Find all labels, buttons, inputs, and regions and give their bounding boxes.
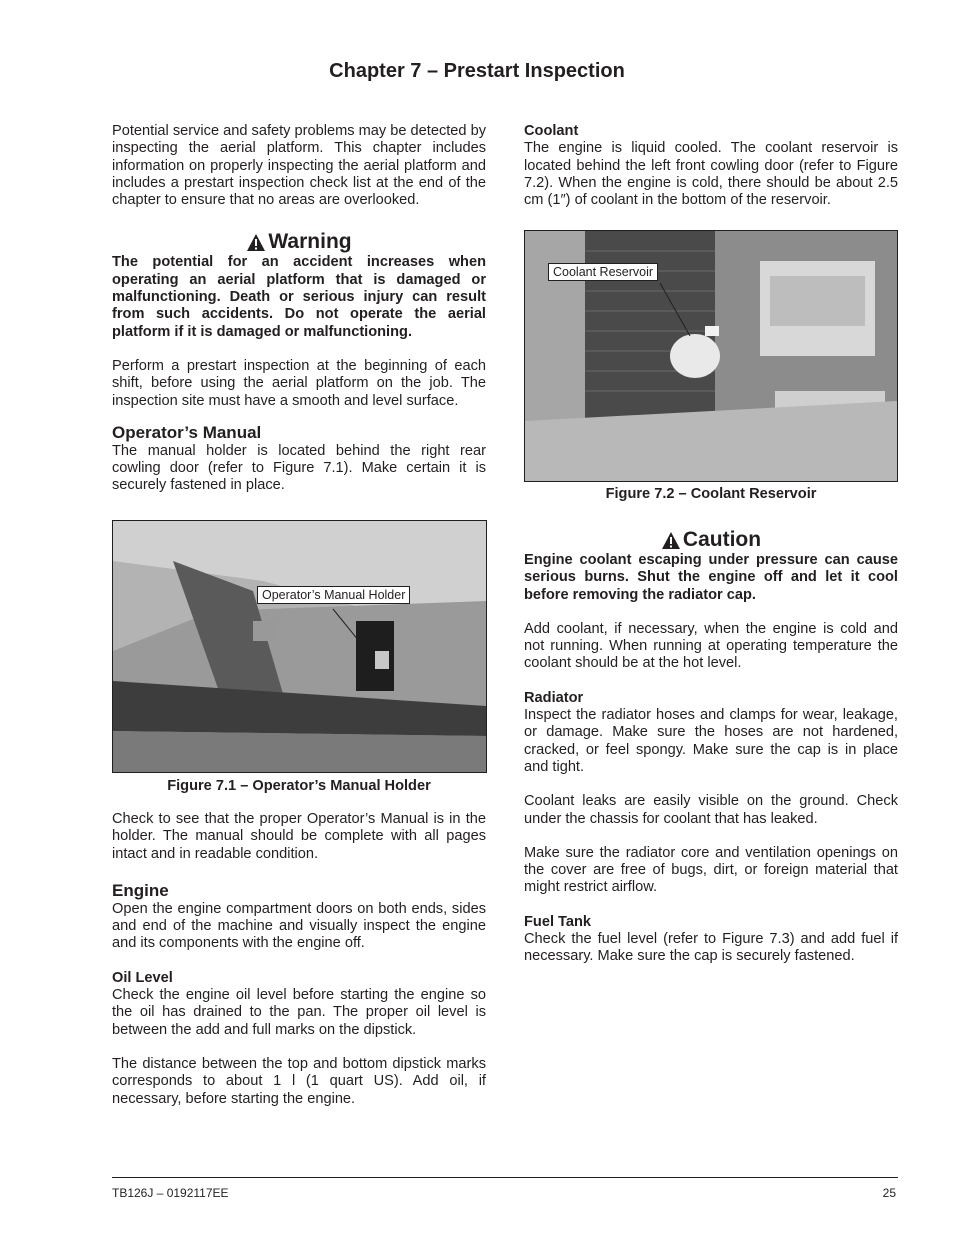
warning-heading <box>112 230 486 254</box>
engine-paragraph: Open the engine compartment doors on both ends, sides and end of the machine and visually inspect the engine and its components with the engine off. <box>112 900 486 952</box>
radiator-paragraph: Inspect the radiator hoses and clamps for wear, leakage, or damage. Make sure the hoses are not hardened, cracked, or feel spongy. Make sure the cap is in place and tight. <box>524 707 898 775</box>
prestart-paragraph: Perform a prestart inspection at the beginning of each shift, before using the aerial platform on the job. The inspection site must have a smooth and level surface. <box>112 357 486 409</box>
left-column <box>112 123 486 495</box>
warning-text: The potential for an accident increases when operating an aerial platform that is damaged or malfunctioning. Death or serious injury can result from such accidents. Do not operate the aerial platform if it is damaged or malfunctioning. <box>112 254 486 340</box>
page-title: Chapter 7 – Prestart Inspection <box>329 60 625 82</box>
fuel-tank-heading: Fuel Tank <box>524 913 592 930</box>
right-column <box>524 123 898 209</box>
caution-icon <box>661 531 681 550</box>
coolant-heading: Coolant <box>524 123 579 139</box>
coolant-paragraph: The engine is liquid cooled. The coolant reservoir is located behind the left front cowling door (refer to Figure 7.2). When the engine is cold, there should be about 2.5 cm (1″) of coolant in the bottom of the reservoir. <box>524 140 898 209</box>
oil-level-paragraph: Check the engine oil level before starting the engine so the oil has drained to the pan. The proper oil level is between the add and full marks on the dipstick. <box>112 987 486 1038</box>
dipstick-paragraph: The distance between the top and bottom dipstick marks corresponds to about 1 l (1 quart US). Add oil, if necessary, before starting the engine. <box>112 1055 486 1107</box>
figure-operators-manual-holder <box>112 520 487 773</box>
oil-level-heading: Oil Level <box>112 969 173 986</box>
caution-text: Engine coolant escaping under pressure can cause serious burns. Shut the engine off and let it cool before removing the radiator cap. <box>524 552 898 603</box>
radiator-core-paragraph: Make sure the radiator core and ventilation openings on the cover are free of bugs, dirt, or foreign material that might restrict airflow. <box>524 844 898 896</box>
footer-divider <box>112 1177 898 1178</box>
warning-icon <box>246 233 266 252</box>
engine-heading: Engine <box>112 880 169 900</box>
fuel-tank-paragraph: Check the fuel level (refer to Figure 7.3) and add fuel if necessary. Make sure the cap is securely fastened. <box>524 931 898 965</box>
figure-7-1-caption: Figure 7.1 – Operator’s Manual Holder <box>167 778 431 794</box>
warning-title: Warning <box>268 230 352 254</box>
footer-page-number: 25 <box>882 1186 896 1200</box>
operators-manual-paragraph: The manual holder is located behind the right rear cowling door (refer to Figure 7.1). Make certain it is securely fastened in place. <box>112 442 486 494</box>
footer-doc-id: TB126J – 0192117EE <box>112 1186 229 1200</box>
operators-manual-heading: Operator’s Manual <box>112 422 262 442</box>
left-column-lower <box>112 811 486 1108</box>
coolant-leaks-paragraph: Coolant leaks are easily visible on the ground. Check under the chassis for coolant that has leaked. <box>524 793 898 827</box>
add-coolant-paragraph: Add coolant, if necessary, when the engine is cold and not running. When running at operating temperature the coolant should be at the hot level. <box>524 620 898 672</box>
caution-heading <box>524 528 898 552</box>
check-manual-paragraph: Check to see that the proper Operator’s Manual is in the holder. The manual should be complete with all pages intact and in readable condition. <box>112 811 486 862</box>
operators-manual-holder-photo <box>113 521 486 772</box>
figure-coolant-reservoir <box>524 230 898 482</box>
radiator-heading: Radiator <box>524 689 584 706</box>
caution-title: Caution <box>682 528 762 551</box>
coolant-reservoir-callout: Coolant Reservoir <box>548 263 658 281</box>
intro-paragraph: Potential service and safety problems may be detected by inspecting the aerial platform. This chapter includes information on properly inspecting the aerial platform and includes a prestart inspection check list at the end of the chapter to ensure that no areas are overlooked. <box>112 123 486 209</box>
right-column-lower <box>524 528 898 966</box>
operators-manual-holder-callout: Operator’s Manual Holder <box>257 586 410 604</box>
figure-7-2-caption: Figure 7.2 – Coolant Reservoir <box>605 486 817 502</box>
